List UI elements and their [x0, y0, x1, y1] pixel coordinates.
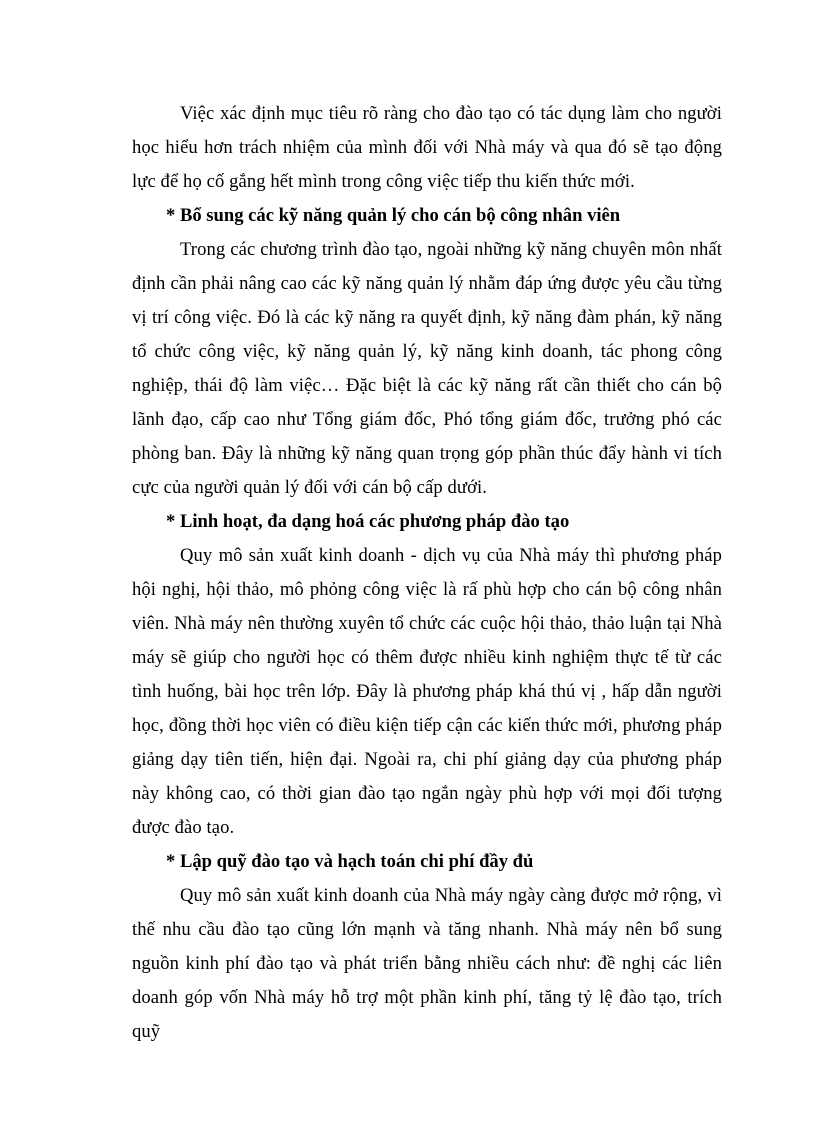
paragraph-training-fund: Quy mô sản xuất kinh doanh của Nhà máy ngày càng được mở rộng, vì thế nhu cầu đào tạo cũng lớn mạnh và tăng nhanh. Nhà máy nên bổ sung nguồn kinh phí đào tạo và phát triển bằng nhiều cách như: đề nghị các liên doanh góp vốn Nhà máy hỗ trợ một phần kinh phí, tăng tỷ lệ đào tạo, trích quỹ	[132, 885, 722, 1042]
paragraph-goal-setting: Việc xác định mục tiêu rõ ràng cho đào tạo có tác dụng làm cho người học hiểu hơn trách nhiệm của mình đối với Nhà máy và qua đó sẽ tạo động lực để họ cố gắng hết mình trong công việc tiếp thu kiến thức mới.	[132, 103, 722, 192]
paragraph-training-methods: Quy mô sản xuất kinh doanh - dịch vụ của Nhà máy thì phương pháp hội nghị, hội thảo, mô phỏng công việc là rấ phù hợp cho cán bộ công nhân viên. Nhà máy nên thường xuyên tổ chức các cuộc hội thảo, thảo luận tại Nhà máy sẽ giúp cho người học có thêm được nhiều kinh nghiệm thực tế từ các tình huống, bài học trên lớp. Đây là phương pháp khá thú vị , hấp dẫn người học, đồng thời học viên có điều kiện tiếp cận các kiến thức mới, phương pháp giảng dạy tiên tiến, hiện đại. Ngoài ra, chi phí giảng dạy của phương pháp này không cao, có thời gian đào tạo ngắn ngày phù hợp với mọi đối tượng được đào tạo.	[132, 545, 722, 838]
heading-training-methods: * Linh hoạt, đa dạng hoá các phương pháp đào tạo	[166, 511, 570, 532]
paragraph-management-skills: Trong các chương trình đào tạo, ngoài những kỹ năng chuyên môn nhất định cần phải nâng cao các kỹ năng quản lý nhằm đáp ứng được yêu cầu từng vị trí công việc. Đó là các kỹ năng ra quyết định, kỹ năng đàm phán, kỹ năng tổ chức công việc, kỹ năng quản lý, kỹ năng kinh doanh, tác phong công nghiệp, thái độ làm việc… Đặc biệt là các kỹ năng rất cần thiết cho cán bộ lãnh đạo, cấp cao như Tổng giám đốc, Phó tổng giám đốc, trưởng phó các phòng ban. Đây là những kỹ năng quan trọng góp phần thúc đẩy hành vi tích cực của người quản lý đối với cán bộ cấp dưới.	[132, 239, 722, 498]
heading-management-skills: * Bổ sung các kỹ năng quản lý cho cán bộ công nhân viên	[166, 205, 621, 226]
document-body	[132, 97, 722, 1049]
heading-training-fund: * Lập quỹ đào tạo và hạch toán chi phí đầy đủ	[166, 851, 534, 872]
